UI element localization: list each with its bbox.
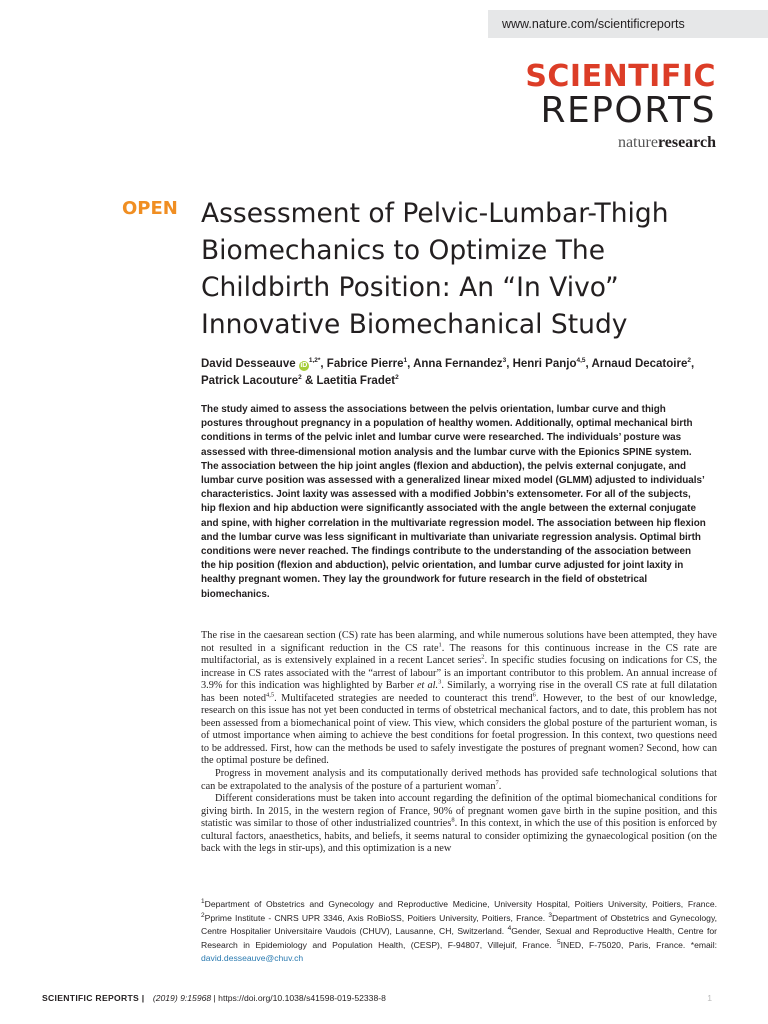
page-footer — [42, 988, 732, 1008]
citation-ref[interactable]: 3 — [438, 678, 442, 686]
article-title: Assessment of Pelvic-Lumbar-Thigh Biomechanics to Optimize The Childbirth Position: An “In Vivo” Innovative Biomechanical Study — [201, 198, 669, 340]
body-text-span: . In specific studies focusing on indications for CS, the increase in CS rates associated with the “arrest of labour” is an important contributor to this problem. An annual increase of 3.9% for this indication was highlighted by Barber — [201, 655, 717, 692]
body-text-span: . — [498, 780, 502, 792]
footer-citation-year: (2019) 9:15968 — [152, 993, 212, 1003]
body-paragraph — [201, 768, 717, 793]
footer-journal-name: SCIENTIFIC REPORTS | — [42, 993, 145, 1003]
open-access-label: OPEN — [122, 198, 178, 219]
body-text-span: . Multifaceted strategies are needed to counteract this trend — [274, 692, 533, 704]
body-paragraph — [201, 793, 717, 856]
author-affiliation-ref: 1 — [403, 357, 408, 365]
logo-research: research — [657, 134, 716, 151]
article-body — [201, 630, 717, 856]
citation-ref[interactable]: 6 — [532, 691, 536, 699]
body-text-span: . Similarly, a worrying rise in the overall CS rate at full dilatation has been noted — [201, 680, 717, 704]
citation-ref[interactable]: 2 — [481, 653, 485, 661]
author-name: & Laetitia Fradet — [301, 375, 396, 387]
affiliation-number: 1 — [201, 898, 205, 906]
body-text-italic: et al. — [416, 680, 439, 692]
author-affiliation-ref: 3 — [502, 357, 507, 365]
citation-ref[interactable]: 7 — [495, 779, 499, 787]
journal-url[interactable]: www.nature.com/scientificreports — [488, 10, 768, 38]
logo-scientific: SCIENTIFIC — [525, 59, 716, 94]
logo-nature-research — [525, 134, 716, 152]
logo-reports: REPORTS — [540, 90, 716, 131]
author-name: , Anna Fernandez — [407, 358, 503, 370]
abstract: The study aimed to assess the associations between the pelvis orientation, lumbar curve and thigh postures throughout pregnancy in a population of healthy women. Additionally, optimal mechanical birth conditions in terms of the pelvic inlet and lumbar curve were researched. The individuals’ posture was assessed with three-dimensional motion analysis and the lumbar curve with the Epionics SPINE system. The association between the hip joint angles (flexion and abduction), the pelvis external conjugate, and lumbar curve position was assessed with a generalized linear mixed model (GLMM) adjusted to individuals’ characteristics. Joint laxity was assessed with a modified Jobbin’s extensometer. For all of the subjects, hip flexion and hip abduction were significantly associated with the angle between the external conjugate and spine, with higher correlation in the multivariate regression model. The association between hip flexion and the lumbar curve was less significant in multivariate than univariate regression analysis. Optimal birth conditions were never reached. The findings contribute to the understanding of the association between the hip position (flexion and abduction), pelvic orientation, and lumbar curve adjusted for joint laxity in healthy pregnant women. They lay the groundwork for future research in the field of obstetrical biomechanics. — [201, 404, 706, 600]
scientific-reports-logo — [525, 59, 716, 152]
author-email-link[interactable]: david.desseauve@chuv.ch — [201, 953, 304, 963]
body-text-span: . In this context, in which the use of this position is enforced by cultural factors, anaesthetics, habits, and beliefs, it seems natural to consider optimizing the gynaecological position (on the back with the legs in stir-ups), and this optimization is a new — [201, 818, 718, 855]
affiliation-text: Gender, Sexual and Reproductive Health, Centre for Research in Epidemiology and Population Health, (CESP), F-94807, Villejuif, France. — [201, 926, 717, 950]
author-name: , Henri Panjo — [506, 358, 577, 370]
author-affiliation-ref: 1,2* — [308, 357, 321, 365]
footer-doi-link[interactable]: | https://doi.org/10.1038/s41598-019-52338-8 — [211, 993, 386, 1003]
affiliations — [201, 898, 717, 966]
citation-ref[interactable]: 1 — [438, 641, 442, 649]
page-number: 1 — [707, 993, 712, 1003]
body-text-span: Different considerations must be taken into account regarding the definition of the optimal biomechanical conditions for giving birth. In 2015, in the western region of France, 90% of pregnant women gave birth in the supine position, and this statistic was similar to those of other industrialized countries — [201, 793, 717, 830]
author-name: , Fabrice Pierre — [320, 358, 404, 370]
affiliation-number: 2 — [201, 911, 205, 919]
logo-nature: nature — [617, 134, 658, 151]
author-affiliation-ref: 4,5 — [576, 357, 586, 365]
affiliation-number: 5 — [556, 938, 561, 946]
author-list — [201, 356, 731, 390]
orcid-icon[interactable]: iD — [300, 362, 308, 369]
citation-ref[interactable]: 4,5 — [266, 691, 275, 699]
body-text-span: The rise in the caesarean section (CS) rate has been alarming, and while numerous solutions have been attempted, they have not resulted in a significant reduction in the CS rate — [201, 630, 717, 654]
author-name: David Desseauve — [201, 358, 296, 370]
affiliation-number: 4 — [507, 925, 512, 933]
body-text-span: . However, to the best of our knowledge, research on this issue has not yet been conducted in terms of obstetrical mechanical factors, and to date, this problem has not been assessed from a biomechanical point of view. This view, which considers the global posture of the parturient woman, is of utmost importance when aiming to achieve the best conditions for foetal progression. In this context, two questions need to be addressed. First, how can the methods be used to safely investigate the postures of pregnant women? Second, how can the optimal posture be defined. — [201, 692, 717, 767]
affiliation-text: Department of Obstetrics and Gynecology and Reproductive Medicine, University Hospital, Poitiers University, Poitiers, France. — [204, 899, 717, 909]
body-paragraph — [201, 630, 717, 768]
author-name: , Patrick Lacouture — [201, 358, 695, 387]
affiliation-number: 3 — [548, 911, 553, 919]
affiliation-text: Department of Obstetrics and Gynecology, Centre Hospitalier Universitaire Vaudois (CHUV), Lausanne, CH, Switzerland. — [201, 912, 717, 936]
affiliation-text: INED, F-75020, Paris, France. *email: — [560, 939, 717, 950]
author-affiliation-ref: 2 — [298, 374, 302, 382]
affiliation-text: Pprime Institute - CNRS UPR 3346, Axis RoBioSS, Poitiers University, Poitiers, France. — [204, 912, 549, 923]
body-text-span: Progress in movement analysis and its computationally derived methods has provided safe technological solutions that can be extrapolated to the analysis of the posture of a parturient woman — [201, 768, 717, 792]
author-affiliation-ref: 2 — [687, 357, 691, 365]
author-affiliation-ref: 2 — [395, 374, 399, 382]
body-text-span: . The reasons for this continuous increase in the CS rate are multifactorial, as is extensively explained in a recent Lancet series — [201, 642, 717, 667]
citation-ref[interactable]: 8 — [451, 816, 455, 824]
footer-citation — [153, 993, 386, 1003]
author-name: , Arnaud Decatoire — [585, 358, 688, 370]
